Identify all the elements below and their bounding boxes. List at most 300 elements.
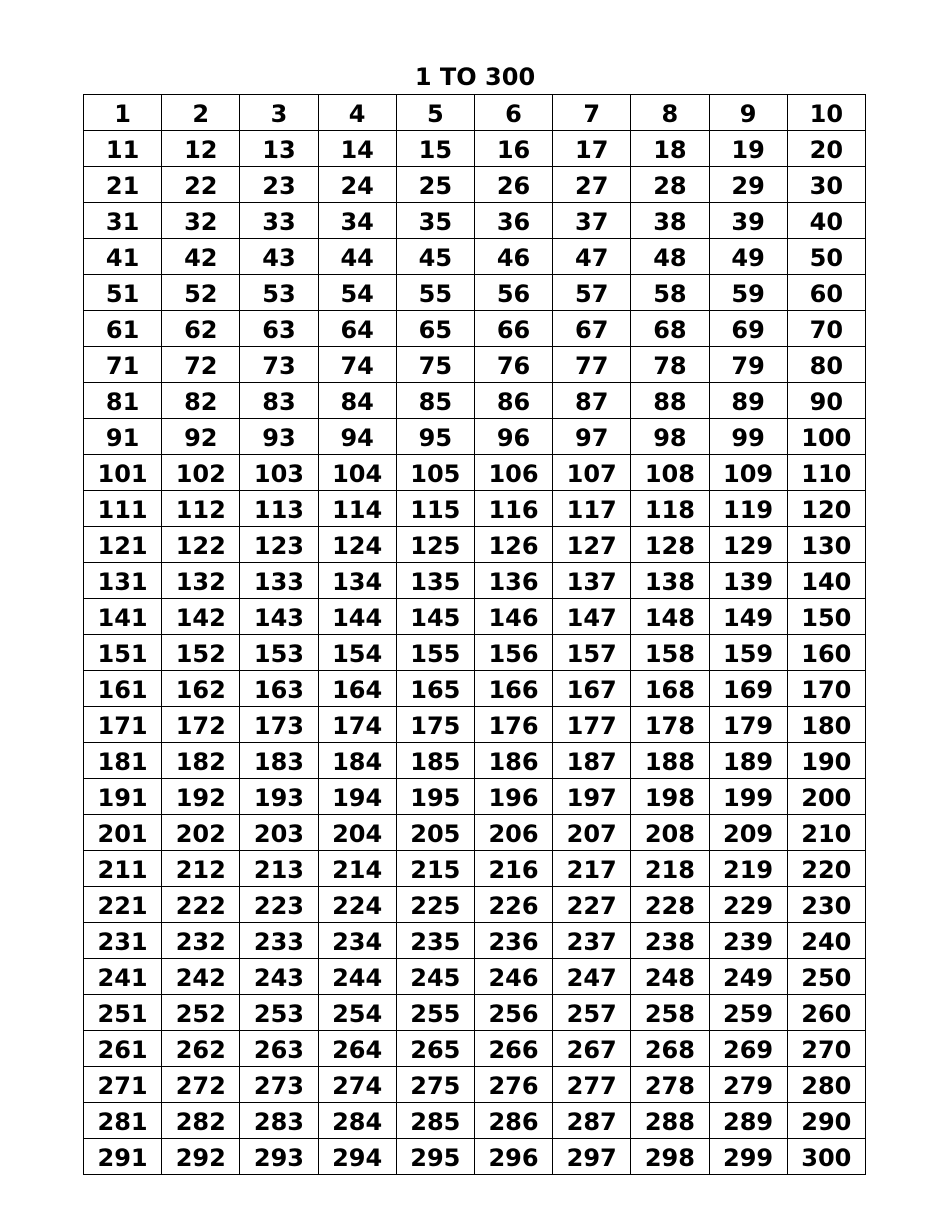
- number-cell: 210: [787, 815, 865, 851]
- number-cell: 18: [631, 131, 709, 167]
- number-cell: 132: [162, 563, 240, 599]
- number-cell: 129: [709, 527, 787, 563]
- number-cell: 208: [631, 815, 709, 851]
- number-cell: 288: [631, 1103, 709, 1139]
- number-cell: 122: [162, 527, 240, 563]
- number-cell: 267: [553, 1031, 631, 1067]
- number-cell: 223: [240, 887, 318, 923]
- number-cell: 172: [162, 707, 240, 743]
- number-cell: 139: [709, 563, 787, 599]
- number-cell: 94: [318, 419, 396, 455]
- number-cell: 292: [162, 1139, 240, 1175]
- number-cell: 249: [709, 959, 787, 995]
- number-cell: 259: [709, 995, 787, 1031]
- number-cell: 123: [240, 527, 318, 563]
- number-cell: 100: [787, 419, 865, 455]
- number-cell: 246: [474, 959, 552, 995]
- number-cell: 144: [318, 599, 396, 635]
- number-cell: 108: [631, 455, 709, 491]
- number-cell: 117: [553, 491, 631, 527]
- number-cell: 150: [787, 599, 865, 635]
- number-cell: 43: [240, 239, 318, 275]
- number-cell: 230: [787, 887, 865, 923]
- table-row: [84, 203, 866, 239]
- number-cell: 195: [396, 779, 474, 815]
- number-cell: 12: [162, 131, 240, 167]
- number-cell: 221: [84, 887, 162, 923]
- table-row: [84, 527, 866, 563]
- number-cell: 278: [631, 1067, 709, 1103]
- number-cell: 106: [474, 455, 552, 491]
- number-cell: 171: [84, 707, 162, 743]
- table-row: [84, 311, 866, 347]
- number-cell: 193: [240, 779, 318, 815]
- number-cell: 165: [396, 671, 474, 707]
- number-cell: 275: [396, 1067, 474, 1103]
- number-cell: 191: [84, 779, 162, 815]
- number-cell: 56: [474, 275, 552, 311]
- number-cell: 242: [162, 959, 240, 995]
- number-grid-body: [84, 95, 866, 1175]
- number-cell: 300: [787, 1139, 865, 1175]
- table-row: [84, 635, 866, 671]
- number-cell: 173: [240, 707, 318, 743]
- number-cell: 49: [709, 239, 787, 275]
- number-cell: 197: [553, 779, 631, 815]
- number-cell: 213: [240, 851, 318, 887]
- number-cell: 205: [396, 815, 474, 851]
- number-cell: 269: [709, 1031, 787, 1067]
- number-cell: 23: [240, 167, 318, 203]
- number-cell: 5: [396, 95, 474, 131]
- number-cell: 103: [240, 455, 318, 491]
- number-cell: 124: [318, 527, 396, 563]
- number-cell: 31: [84, 203, 162, 239]
- number-cell: 207: [553, 815, 631, 851]
- number-cell: 270: [787, 1031, 865, 1067]
- table-row: [84, 1067, 866, 1103]
- number-cell: 63: [240, 311, 318, 347]
- number-cell: 79: [709, 347, 787, 383]
- number-cell: 80: [787, 347, 865, 383]
- number-cell: 120: [787, 491, 865, 527]
- number-cell: 67: [553, 311, 631, 347]
- number-cell: 175: [396, 707, 474, 743]
- number-cell: 70: [787, 311, 865, 347]
- number-cell: 110: [787, 455, 865, 491]
- number-cell: 22: [162, 167, 240, 203]
- number-cell: 241: [84, 959, 162, 995]
- number-cell: 52: [162, 275, 240, 311]
- number-cell: 170: [787, 671, 865, 707]
- number-cell: 177: [553, 707, 631, 743]
- number-cell: 252: [162, 995, 240, 1031]
- number-cell: 50: [787, 239, 865, 275]
- number-cell: 151: [84, 635, 162, 671]
- number-cell: 76: [474, 347, 552, 383]
- number-cell: 60: [787, 275, 865, 311]
- number-cell: 240: [787, 923, 865, 959]
- number-cell: 198: [631, 779, 709, 815]
- number-cell: 97: [553, 419, 631, 455]
- table-row: [84, 491, 866, 527]
- number-cell: 105: [396, 455, 474, 491]
- number-cell: 196: [474, 779, 552, 815]
- table-row: [84, 887, 866, 923]
- number-cell: 85: [396, 383, 474, 419]
- number-cell: 183: [240, 743, 318, 779]
- number-cell: 169: [709, 671, 787, 707]
- number-cell: 289: [709, 1103, 787, 1139]
- number-cell: 247: [553, 959, 631, 995]
- number-cell: 143: [240, 599, 318, 635]
- number-cell: 8: [631, 95, 709, 131]
- number-cell: 274: [318, 1067, 396, 1103]
- number-cell: 228: [631, 887, 709, 923]
- number-cell: 200: [787, 779, 865, 815]
- number-cell: 234: [318, 923, 396, 959]
- number-cell: 142: [162, 599, 240, 635]
- number-cell: 298: [631, 1139, 709, 1175]
- number-cell: 109: [709, 455, 787, 491]
- number-cell: 265: [396, 1031, 474, 1067]
- number-cell: 227: [553, 887, 631, 923]
- number-cell: 297: [553, 1139, 631, 1175]
- table-row: [84, 959, 866, 995]
- number-cell: 64: [318, 311, 396, 347]
- number-cell: 3: [240, 95, 318, 131]
- number-cell: 148: [631, 599, 709, 635]
- number-cell: 45: [396, 239, 474, 275]
- number-cell: 134: [318, 563, 396, 599]
- number-cell: 15: [396, 131, 474, 167]
- number-cell: 41: [84, 239, 162, 275]
- number-cell: 9: [709, 95, 787, 131]
- number-cell: 86: [474, 383, 552, 419]
- number-cell: 90: [787, 383, 865, 419]
- number-cell: 13: [240, 131, 318, 167]
- number-cell: 17: [553, 131, 631, 167]
- number-cell: 206: [474, 815, 552, 851]
- table-row: [84, 455, 866, 491]
- number-cell: 127: [553, 527, 631, 563]
- number-cell: 214: [318, 851, 396, 887]
- number-cell: 11: [84, 131, 162, 167]
- number-cell: 53: [240, 275, 318, 311]
- number-cell: 51: [84, 275, 162, 311]
- number-cell: 39: [709, 203, 787, 239]
- number-cell: 44: [318, 239, 396, 275]
- number-cell: 233: [240, 923, 318, 959]
- number-cell: 156: [474, 635, 552, 671]
- number-cell: 262: [162, 1031, 240, 1067]
- number-cell: 164: [318, 671, 396, 707]
- number-cell: 158: [631, 635, 709, 671]
- number-cell: 57: [553, 275, 631, 311]
- number-cell: 91: [84, 419, 162, 455]
- number-cell: 286: [474, 1103, 552, 1139]
- number-cell: 218: [631, 851, 709, 887]
- number-cell: 294: [318, 1139, 396, 1175]
- number-grid: [83, 94, 866, 1175]
- table-row: [84, 347, 866, 383]
- number-cell: 118: [631, 491, 709, 527]
- number-cell: 81: [84, 383, 162, 419]
- table-row: [84, 671, 866, 707]
- number-cell: 36: [474, 203, 552, 239]
- number-cell: 42: [162, 239, 240, 275]
- table-row: [84, 131, 866, 167]
- number-cell: 180: [787, 707, 865, 743]
- number-cell: 61: [84, 311, 162, 347]
- number-cell: 62: [162, 311, 240, 347]
- number-cell: 250: [787, 959, 865, 995]
- number-cell: 26: [474, 167, 552, 203]
- number-cell: 20: [787, 131, 865, 167]
- table-row: [84, 383, 866, 419]
- number-cell: 263: [240, 1031, 318, 1067]
- number-cell: 268: [631, 1031, 709, 1067]
- number-cell: 272: [162, 1067, 240, 1103]
- number-cell: 92: [162, 419, 240, 455]
- number-cell: 99: [709, 419, 787, 455]
- number-cell: 283: [240, 1103, 318, 1139]
- number-cell: 1: [84, 95, 162, 131]
- number-cell: 201: [84, 815, 162, 851]
- number-cell: 261: [84, 1031, 162, 1067]
- number-cell: 244: [318, 959, 396, 995]
- number-cell: 299: [709, 1139, 787, 1175]
- number-cell: 21: [84, 167, 162, 203]
- number-cell: 71: [84, 347, 162, 383]
- number-cell: 188: [631, 743, 709, 779]
- number-cell: 98: [631, 419, 709, 455]
- number-cell: 65: [396, 311, 474, 347]
- table-row: [84, 923, 866, 959]
- table-row: [84, 779, 866, 815]
- number-cell: 138: [631, 563, 709, 599]
- number-cell: 236: [474, 923, 552, 959]
- number-cell: 38: [631, 203, 709, 239]
- number-cell: 47: [553, 239, 631, 275]
- number-cell: 125: [396, 527, 474, 563]
- number-cell: 245: [396, 959, 474, 995]
- number-cell: 174: [318, 707, 396, 743]
- number-cell: 25: [396, 167, 474, 203]
- number-cell: 59: [709, 275, 787, 311]
- number-cell: 133: [240, 563, 318, 599]
- number-cell: 40: [787, 203, 865, 239]
- number-cell: 186: [474, 743, 552, 779]
- table-row: [84, 275, 866, 311]
- table-row: [84, 167, 866, 203]
- number-cell: 69: [709, 311, 787, 347]
- number-cell: 88: [631, 383, 709, 419]
- number-cell: 162: [162, 671, 240, 707]
- number-cell: 14: [318, 131, 396, 167]
- number-cell: 231: [84, 923, 162, 959]
- number-cell: 192: [162, 779, 240, 815]
- number-cell: 46: [474, 239, 552, 275]
- number-cell: 225: [396, 887, 474, 923]
- number-cell: 131: [84, 563, 162, 599]
- number-cell: 146: [474, 599, 552, 635]
- number-cell: 166: [474, 671, 552, 707]
- number-cell: 266: [474, 1031, 552, 1067]
- number-cell: 48: [631, 239, 709, 275]
- table-row: [84, 1103, 866, 1139]
- number-cell: 216: [474, 851, 552, 887]
- number-cell: 187: [553, 743, 631, 779]
- number-cell: 102: [162, 455, 240, 491]
- number-cell: 95: [396, 419, 474, 455]
- number-cell: 32: [162, 203, 240, 239]
- number-cell: 239: [709, 923, 787, 959]
- number-cell: 30: [787, 167, 865, 203]
- number-cell: 220: [787, 851, 865, 887]
- number-cell: 152: [162, 635, 240, 671]
- number-cell: 238: [631, 923, 709, 959]
- number-cell: 290: [787, 1103, 865, 1139]
- number-cell: 280: [787, 1067, 865, 1103]
- number-cell: 112: [162, 491, 240, 527]
- table-row: [84, 419, 866, 455]
- number-cell: 4: [318, 95, 396, 131]
- number-cell: 77: [553, 347, 631, 383]
- number-cell: 6: [474, 95, 552, 131]
- table-row: [84, 743, 866, 779]
- table-row: [84, 1031, 866, 1067]
- number-cell: 229: [709, 887, 787, 923]
- number-cell: 89: [709, 383, 787, 419]
- number-cell: 184: [318, 743, 396, 779]
- number-cell: 224: [318, 887, 396, 923]
- number-cell: 157: [553, 635, 631, 671]
- number-cell: 296: [474, 1139, 552, 1175]
- number-cell: 204: [318, 815, 396, 851]
- number-cell: 2: [162, 95, 240, 131]
- table-row: [84, 95, 866, 131]
- number-cell: 217: [553, 851, 631, 887]
- number-cell: 237: [553, 923, 631, 959]
- number-cell: 163: [240, 671, 318, 707]
- table-row: [84, 851, 866, 887]
- number-cell: 96: [474, 419, 552, 455]
- number-cell: 135: [396, 563, 474, 599]
- number-cell: 19: [709, 131, 787, 167]
- number-cell: 68: [631, 311, 709, 347]
- number-cell: 107: [553, 455, 631, 491]
- number-cell: 248: [631, 959, 709, 995]
- number-cell: 104: [318, 455, 396, 491]
- number-cell: 128: [631, 527, 709, 563]
- number-cell: 93: [240, 419, 318, 455]
- number-cell: 295: [396, 1139, 474, 1175]
- number-cell: 54: [318, 275, 396, 311]
- number-cell: 7: [553, 95, 631, 131]
- number-cell: 251: [84, 995, 162, 1031]
- number-cell: 255: [396, 995, 474, 1031]
- number-cell: 273: [240, 1067, 318, 1103]
- number-cell: 155: [396, 635, 474, 671]
- number-cell: 281: [84, 1103, 162, 1139]
- number-cell: 181: [84, 743, 162, 779]
- number-cell: 219: [709, 851, 787, 887]
- number-cell: 277: [553, 1067, 631, 1103]
- number-cell: 285: [396, 1103, 474, 1139]
- table-row: [84, 239, 866, 275]
- number-cell: 232: [162, 923, 240, 959]
- number-cell: 178: [631, 707, 709, 743]
- number-cell: 121: [84, 527, 162, 563]
- number-cell: 35: [396, 203, 474, 239]
- number-cell: 257: [553, 995, 631, 1031]
- page-title: 1 TO 300: [414, 63, 536, 91]
- number-cell: 130: [787, 527, 865, 563]
- number-cell: 293: [240, 1139, 318, 1175]
- number-cell: 78: [631, 347, 709, 383]
- number-cell: 243: [240, 959, 318, 995]
- number-cell: 209: [709, 815, 787, 851]
- number-cell: 185: [396, 743, 474, 779]
- number-cell: 279: [709, 1067, 787, 1103]
- number-cell: 137: [553, 563, 631, 599]
- number-cell: 154: [318, 635, 396, 671]
- number-cell: 101: [84, 455, 162, 491]
- number-cell: 33: [240, 203, 318, 239]
- table-row: [84, 707, 866, 743]
- number-cell: 16: [474, 131, 552, 167]
- number-cell: 287: [553, 1103, 631, 1139]
- number-cell: 34: [318, 203, 396, 239]
- number-cell: 190: [787, 743, 865, 779]
- number-cell: 74: [318, 347, 396, 383]
- number-cell: 260: [787, 995, 865, 1031]
- number-cell: 254: [318, 995, 396, 1031]
- number-cell: 73: [240, 347, 318, 383]
- number-cell: 126: [474, 527, 552, 563]
- number-cell: 264: [318, 1031, 396, 1067]
- number-cell: 235: [396, 923, 474, 959]
- number-cell: 27: [553, 167, 631, 203]
- number-cell: 194: [318, 779, 396, 815]
- number-cell: 140: [787, 563, 865, 599]
- number-cell: 145: [396, 599, 474, 635]
- table-row: [84, 995, 866, 1031]
- number-cell: 202: [162, 815, 240, 851]
- number-cell: 37: [553, 203, 631, 239]
- number-cell: 82: [162, 383, 240, 419]
- number-cell: 116: [474, 491, 552, 527]
- number-cell: 114: [318, 491, 396, 527]
- number-cell: 72: [162, 347, 240, 383]
- number-cell: 256: [474, 995, 552, 1031]
- number-cell: 179: [709, 707, 787, 743]
- table-row: [84, 599, 866, 635]
- table-row: [84, 563, 866, 599]
- number-cell: 253: [240, 995, 318, 1031]
- number-cell: 271: [84, 1067, 162, 1103]
- number-cell: 75: [396, 347, 474, 383]
- number-cell: 24: [318, 167, 396, 203]
- number-cell: 113: [240, 491, 318, 527]
- number-cell: 136: [474, 563, 552, 599]
- number-cell: 176: [474, 707, 552, 743]
- table-row: [84, 815, 866, 851]
- number-cell: 182: [162, 743, 240, 779]
- number-cell: 159: [709, 635, 787, 671]
- number-cell: 258: [631, 995, 709, 1031]
